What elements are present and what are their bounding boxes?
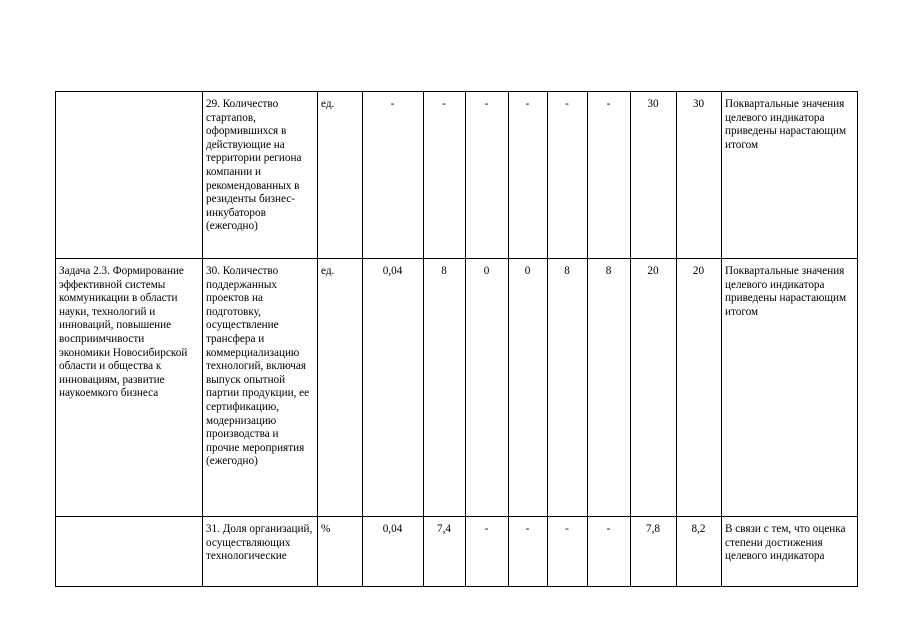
note-cell: Поквартальные значения целевого индикатора приведены нарастающим итогом	[722, 92, 858, 259]
unit-cell: %	[318, 517, 363, 587]
task-cell: Задача 2.3. Формирование эффективной системы коммуникации в области науки, технологий и инноваций, повышение восприимчивости экономики Новосибирской области и общества к инновациям, развитие наукоемкого бизнеса	[56, 259, 203, 517]
value-cell: -	[363, 92, 424, 259]
value-cell: -	[466, 92, 509, 259]
value-cell: 7,8	[631, 517, 677, 587]
indicator-cell: 29. Количество стартапов, оформившихся в действующие на территории региона компании и рекомендованных в резиденты бизнес-инкубаторов (ежегодно)	[203, 92, 318, 259]
unit-cell: ед.	[318, 92, 363, 259]
value-cell: 7,4	[424, 517, 466, 587]
value-cell: 30	[677, 92, 722, 259]
value-cell: -	[548, 92, 588, 259]
table-row	[56, 517, 858, 587]
indicator-cell: 30. Количество поддержанных проектов на подготовку, осуществление трансфера и коммерциализацию технологий, включая выпуск опытной партии продукции, ее сертификацию, модернизацию производства и прочие мероприятия (ежегодно)	[203, 259, 318, 517]
value-cell: -	[588, 92, 631, 259]
value-cell: 0	[509, 259, 548, 517]
table-row	[56, 259, 858, 517]
value-cell: -	[509, 517, 548, 587]
value-cell: 0,04	[363, 517, 424, 587]
value-cell: -	[466, 517, 509, 587]
note-cell: Поквартальные значения целевого индикатора приведены нарастающим итогом	[722, 259, 858, 517]
table-row	[56, 92, 858, 259]
value-cell: 8	[424, 259, 466, 517]
value-cell: 20	[631, 259, 677, 517]
note-cell: В связи с тем, что оценка степени достижения целевого индикатора	[722, 517, 858, 587]
value-cell: 0	[466, 259, 509, 517]
value-cell: -	[588, 517, 631, 587]
value-cell: -	[424, 92, 466, 259]
unit-cell: ед.	[318, 259, 363, 517]
value-cell: 8	[548, 259, 588, 517]
value-cell: 8,2	[677, 517, 722, 587]
value-cell: -	[509, 92, 548, 259]
value-cell: 30	[631, 92, 677, 259]
value-cell: 0,04	[363, 259, 424, 517]
value-cell: 20	[677, 259, 722, 517]
task-cell	[56, 517, 203, 587]
indicator-cell: 31. Доля организаций, осуществляющих технологические	[203, 517, 318, 587]
value-cell: 8	[588, 259, 631, 517]
value-cell: -	[548, 517, 588, 587]
task-cell	[56, 92, 203, 259]
indicators-table	[55, 91, 858, 587]
